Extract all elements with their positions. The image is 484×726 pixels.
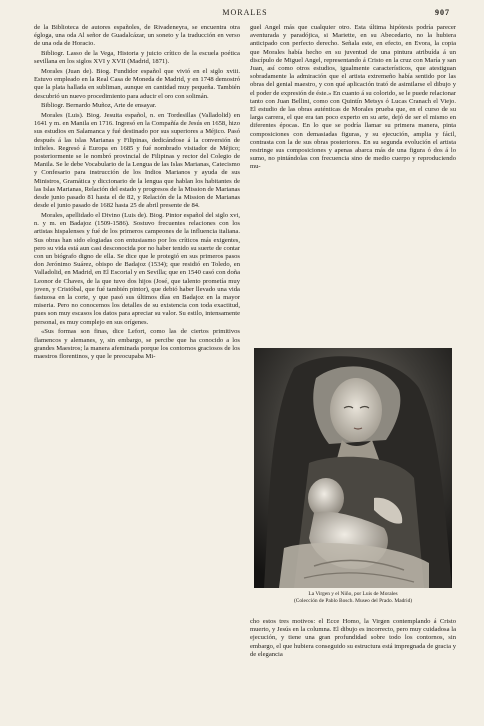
running-title: MORALES — [222, 8, 268, 17]
figure-virgin-and-child — [250, 348, 456, 604]
paragraph: Bibliogr. Lasso de la Vega, Historia y juicio crítico de la escuela poética sevillana en los siglos XVI y XVII (Madrid, 1871). — [34, 50, 240, 66]
figure-caption — [250, 591, 456, 604]
paragraph: Morales, apellidado el Divino (Luis de). Biog. Pintor español del siglo xvi, n. y m. en Badajoz (1509-1586). Sostuvo frecuentes relaciones con los artistas hispalenses y fué de los primeros campeones de la influencia italiana. Sus obras han sido elogiadas con entusiasmo por los críticos más exigentes, pero su vida está aun casi desconocida por no haber tenido su suerte de contar con un biógrafo digno de ella. Se dice que le protegió en sus primeros pasos don Jerónimo Suárez, obispo de Badajoz (1534); que residió en Toledo, en Valladolid, en Madrid, en El Escorial y en Sevilla; que en 1540 casó con doña Leonor de Chaves, de la que tuvo dos hijos (José, que talento prometía muy joven, y Cristóbal, que fué también pintor), que debió haber llevado una vida fastuosa en la corte, y que pasó sus últimos días en Badajoz en la mayor miseria. Pero no conocemos los detalles de su existencia con toda exactitud, pues son muy escasos los datos para apreciar su valor. Su estilo, intensamente personal, es muy complejo en sus orígenes. — [34, 211, 240, 326]
right-column-top — [250, 24, 456, 346]
paragraph: guel Angel más que cualquier otro. Esta última hipótesis podría parecer aventurada y paradójica, si Mariette, en su Abecedario, no la hubiera anticipado con perfecto derecho. Señala este, en efecto, en Evora, la copia que Morales había hecho en su juventud de una pintura atribuída á un discípulo de Miguel Angel, representando á Cristo en la cruz con María y san Juan, así como otros estudios, igualmente característicos, que atestiguan sobradamente la admiración que el artista extremeño había sentido por las obras del genial maestro, y con qué aplicación trató de asimilarse el dibujo y el poder de expresión de éste.» En cuanto á su colorido, se le puede relacionar tanto con Juan Bellini, como con Quintín Metsys ó Lucas Cranach el Viejo. El estudio de las obras auténticas de Morales prueba que, en el curso de su larga carrera, el que era tan poco experto en su arte, dejó de ser el mismo en diferentes épocas. En lo que se podría llamar su primera manera, pinta composiciones con demasiadas figuras, y su ejecución, amplia y fácil, contrasta con la de sus obras posteriores. En su segunda evolución el artista restringe sus composiciones y apenas abarca más de una figura ó dos á lo sumo, no pintándolas con frecuencia sino de medio cuerpo y reproduciendo mu- — [250, 24, 456, 171]
paragraph: Bibliogr. Bernardo Muñoz, Arte de ensayar. — [41, 102, 157, 110]
running-header — [40, 8, 450, 20]
caption-source: (Colección de Pablo Bosch. Museo del Prado. Madrid) — [293, 597, 413, 604]
paragraph: cho estos tres motivos: el Ecce Homo, la Virgen contemplando á Cristo muerto, y Jesús en la columna. El dibujo es incorrecto, pero muy cuidadosa la ejecución, y tiene una gran profundidad sobre todo los contornos, sin embargo, el que hubiera conseguido su estructura está impregnada de gracia y de elegancia — [250, 618, 456, 658]
painting-image — [254, 348, 452, 588]
page-number: 907 — [435, 8, 450, 17]
left-column — [34, 24, 240, 699]
paragraph: «Sus formas son finas, dice Lefort, como las de ciertos primitivos flamencos y alemanes, y, sin embargo, se percibe que ha conocido a los grandes Maestros; la manera afeminada porque los contornos graciosos de los maestros florentinos, y que le preocupaba Mi- — [34, 328, 240, 360]
caption-title: La Virgen y el Niño, por Luis de Morales — [308, 591, 398, 597]
paragraph: Morales (Luis). Biog. Jesuita español, n. en Tordesillas (Valladolid) en 1641 y m. en Manila en 1716. Ingresó en la Compañía de Jesús en 1658, hizo sus estudios en Salamanca y fué destinado por sus superiores a Méjico. Pasó después á las islas Marianas y Filipinas, dedicándose á la conversión de infieles. Regresó á Europa en 1685 y fué nombrado visitador de Méjico; posteriormente se le nombró provincial de Filipinas y rector del Colegio de Manila. Se le debe Vocabulario de la Lengua de las Islas Marianas, Catecismo y Confesario para instrucción de los Indios Marianos y ayuda de sus Ministros, Gramática y diccionario de la lengua que hablan los habitantes de las Islas Marianas, Relación del estado y progresos de la Mission de Marianas desde junio pasado 81 hasta el de 82, y Relación de la Mission de Marianas desde el junio pasado de 1682 hasta 25 de abril presente de 84. — [34, 112, 240, 210]
paragraph: Morales (Juan de). Biog. Fundidor español que vivió en el siglo xviii. Estuvo empleado en la Real Casa de Moneda de Madrid, y en 1748 demostró que la plata hallada en subliman, aunque en cantidad muy pequeña. También descubrió un nuevo procedimiento para aducir el oro con solimán. — [34, 68, 240, 100]
right-column-bottom — [250, 618, 456, 700]
paragraph: de la Biblioteca de autores españoles, de Rivadeneyra, se encuentra otra égloga, una oda Al señor de Guadalcázar, un soneto y la traducción en verso de una oda de Horacio. — [34, 24, 240, 48]
